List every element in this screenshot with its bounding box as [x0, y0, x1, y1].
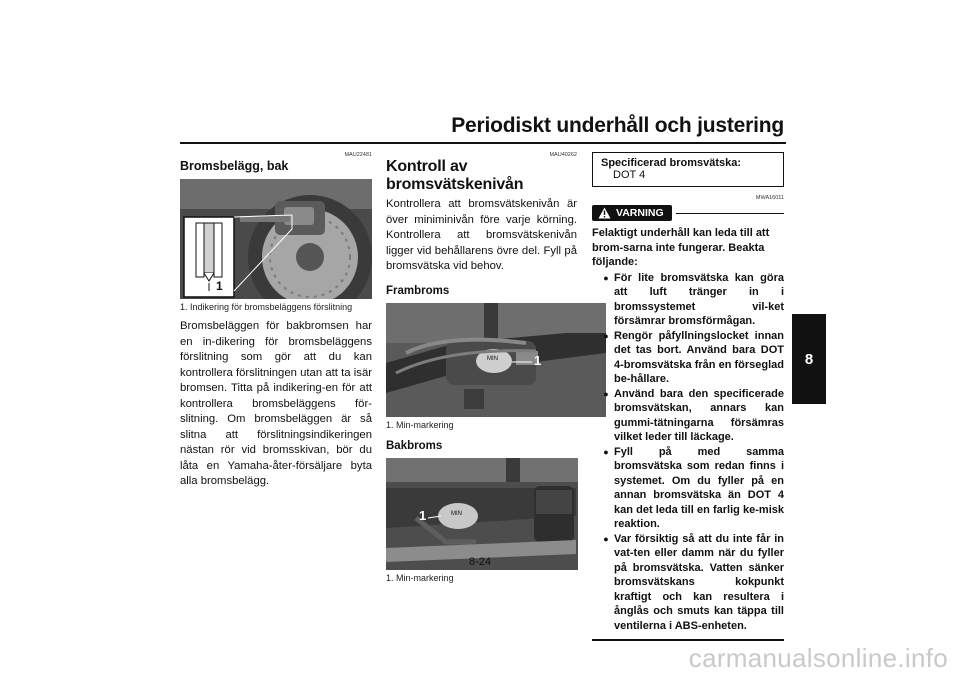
- section-heading: Bromsbelägg, bak: [180, 159, 289, 173]
- bullet-icon: ●: [603, 446, 609, 457]
- warning-intro: Felaktigt underhåll kan leda till att brom-sarna inte fungerar. Beakta följande:: [592, 227, 770, 268]
- figure-caption: 1. Min-markering: [386, 572, 454, 583]
- warning-bullet: [592, 329, 784, 387]
- warning-bullet: [592, 445, 784, 532]
- min-mark-label: MIN: [487, 355, 498, 362]
- figure-callout: 1: [216, 279, 223, 293]
- figure-caption: 1. Indikering för bromsbeläggens förslitning: [180, 302, 353, 312]
- bullet-text: Använd bara den specificerade bromsvätskan, annars kan gummi-tätningarna försämras vilket leder till läckage.: [614, 387, 784, 443]
- bullet-text: Var försiktig så att du inte får in vat-ten eller damm när du fyller på bromsvätska. Vatten sänker bromsvätskans kokpunkt kraftigt och kan resultera i ånglås och smuts kan täppa till ventilerna i ABS-enheten.: [614, 532, 784, 632]
- min-mark-label: MIN: [451, 510, 462, 517]
- section-code: MAU40262: [549, 152, 577, 158]
- rear-brake-pad-illustration: [180, 179, 372, 299]
- figure-callout: 1: [419, 507, 427, 523]
- bullet-icon: ●: [603, 330, 609, 341]
- middle-column: [386, 152, 577, 583]
- warning-bullet: [592, 387, 784, 445]
- warning-header: [592, 205, 784, 221]
- warning-badge: [592, 205, 672, 221]
- warning-triangle-icon: [598, 207, 611, 219]
- bullet-text: Fyll på med samma bromsvätska som redan finns i systemet. Om du fyller på en annan bromsvätska än DOT 4 kan det leda till en farlig ke-misk reaktion.: [614, 445, 784, 530]
- bullet-text: Rengör påfyllningslocket innan det tas bort. Använd bara DOT 4-bromsvätska från en förseglad be-hållare.: [614, 329, 784, 385]
- figure-caption: 1. Min-markering: [386, 419, 454, 430]
- bullet-text: För lite bromsvätska kan göra att luft tränger in i bromssystemet vil-ket försämrar bromsförmågan.: [614, 271, 784, 327]
- rear-brake-heading: Bakbroms: [386, 439, 443, 452]
- bullet-icon: ●: [603, 533, 609, 544]
- rear-brake-reservoir-photo: [386, 458, 578, 570]
- body-text: Bromsbeläggen för bakbromsen har en in-dikering för bromsbeläggens förslitning som gör att du kan kontrollera förslitningen utan att ta isär bromsen. Titta på indikering-en för att kontrollera bromsbeläggens för-slitning. Om bromsbeläggen är så slitna att förslitningsindikeringen nästan rör vid bromsskivan, bör du låta en Yamaha-åter-försäljare byta alla bromsbelägg.: [180, 320, 372, 487]
- bullet-icon: ●: [603, 388, 609, 399]
- chapter-tab[interactable]: 8: [792, 314, 826, 404]
- spec-title: Specificerad bromsvätska:: [601, 157, 742, 169]
- rear-brake-reservoir-illustration: [386, 458, 578, 570]
- warning-end-rule: [592, 639, 784, 641]
- warning-bullet: [592, 532, 784, 634]
- warning-bullet: [592, 271, 784, 329]
- section-heading: Kontroll av bromsvätskenivån: [386, 158, 524, 193]
- warning-rule: [676, 213, 784, 214]
- page-title: Periodiskt underhåll och justering: [451, 114, 784, 137]
- rear-brake-pad-photo: [180, 179, 372, 299]
- spec-value: DOT 4: [613, 169, 646, 181]
- figure-callout: 1: [534, 352, 542, 368]
- title-rule: [180, 142, 786, 144]
- left-column: [180, 152, 372, 490]
- body-text: Kontrollera att bromsvätskenivån är över miniminivån före varje körning. Kontrollera att bromsvätskenivån ligger vid behållarens övre del. Fyll på bromsvätska vid behov.: [386, 198, 577, 272]
- bullet-icon: ●: [603, 272, 609, 283]
- watermark: carmanualsonline.info: [688, 643, 948, 673]
- spec-box: [592, 152, 784, 187]
- section-code: MAU22481: [344, 152, 372, 158]
- warning-code: MWA16011: [755, 195, 784, 201]
- page-number: 8-24: [468, 556, 492, 568]
- warning-label: VARNING: [616, 207, 664, 219]
- front-brake-heading: Frambroms: [386, 284, 450, 297]
- front-brake-reservoir-photo: [386, 303, 606, 417]
